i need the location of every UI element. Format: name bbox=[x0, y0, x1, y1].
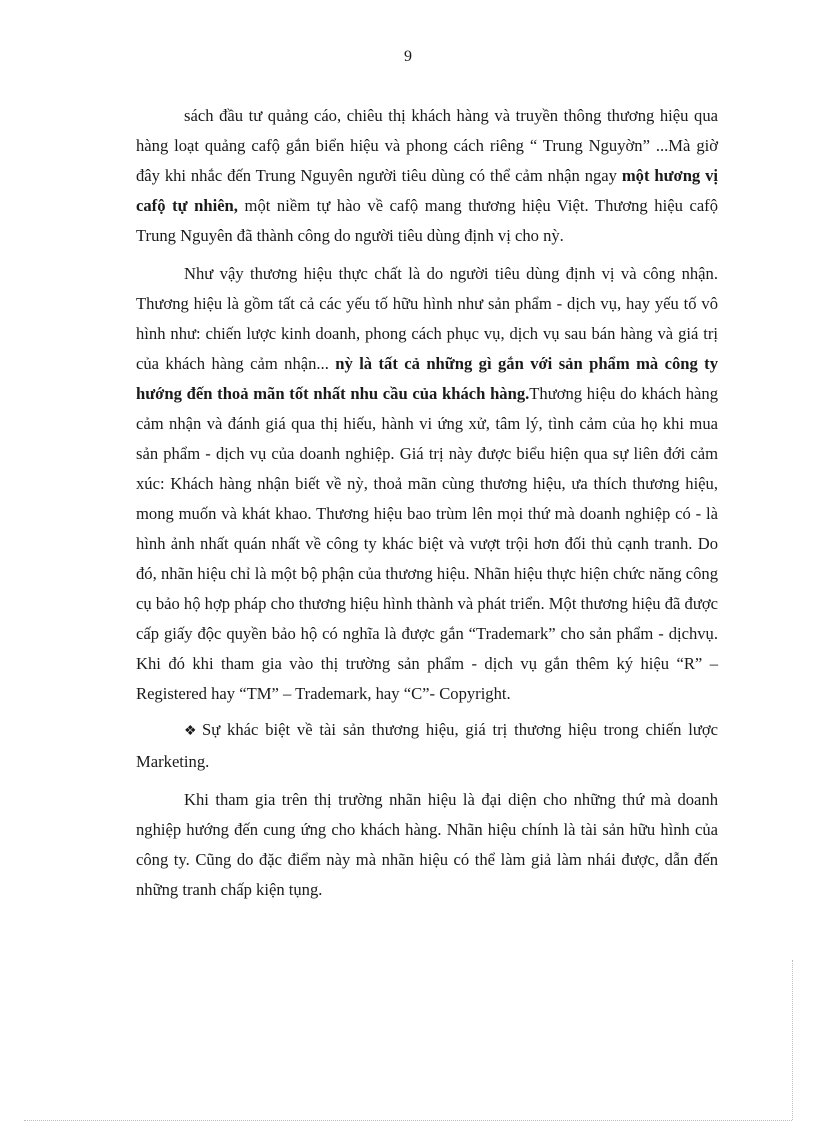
paragraph-2 bbox=[136, 259, 718, 709]
page-border-right bbox=[792, 960, 793, 1120]
paragraph-1-bold: một hương vị cafộ tự nhiên, bbox=[136, 166, 719, 215]
paragraph-2-bold: nỳ là tất cả những gì gắn với sản phẩm mà công ty hướng đến thoả mãn tốt nhất nhu cầu của khách hàng. bbox=[136, 354, 719, 403]
bullet-item bbox=[136, 715, 718, 777]
paragraph-1 bbox=[136, 101, 718, 251]
bullet-text: Sự khác biệt về tài sản thương hiệu, giá trị thương hiệu trong chiến lược Marketing. bbox=[136, 720, 718, 771]
paragraph-1-text-a: sách đầu tư quảng cáo, chiêu thị khách hàng và truyền thông thương hiệu qua hàng loạt quảng cafộ gắn biển hiệu và phong cách riêng “ Trung Nguyờn” ...Mà giờ đây khi nhắc đến Trung Nguyên người tiêu dùng có thể cảm nhận ngay bbox=[136, 106, 718, 185]
page-border-bottom bbox=[24, 1120, 792, 1121]
paragraph-1-text-b: một niềm tự hào về cafộ mang thương hiệu Việt. Thương hiệu cafộ Trung Nguyên đã thành công do người tiêu dùng định vị cho nỳ. bbox=[136, 196, 719, 245]
paragraph-3: Khi tham gia trên thị trường nhãn hiệu là đại diện cho những thứ mà doanh nghiệp hướng đến cung ứng cho khách hàng. Nhãn hiệu chính là tài sản hữu hình của công ty. Cũng do đặc điểm này mà nhãn hiệu có thể làm giả làm nhái được, dẫn đến những tranh chấp kiện tụng. bbox=[136, 790, 718, 899]
page-number: 9 bbox=[404, 48, 412, 65]
diamond-bullet-icon: ❖ bbox=[184, 724, 197, 739]
paragraph-2-text-b: Thương hiệu do khách hàng cảm nhận và đánh giá qua thị hiếu, hành vi ứng xử, tâm lý, tình cảm của họ khi mua sản phẩm - dịch vụ của doanh nghiệp. Giá trị này được biểu hiện qua sự liên đới cảm xúc: Khách hàng nhận biết về nỳ, thoả mãn cùng thương hiệu, ưa thích thương hiệu, mong muốn và khát khao. Thương hiệu bao trùm lên mọi thứ mà doanh nghiệp có - là hình ảnh nhất quán nhất về công ty khác biệt và vượt trội hơn đối thủ cạnh tranh. Do đó, nhãn hiệu chỉ là một bộ phận của thương hiệu. Nhãn hiệu thực hiện chức năng công cụ bảo hộ hợp pháp cho thương hiệu hình thành và phát triển. Một thương hiệu đã được cấp giấy độc quyền bảo hộ có nghĩa là được gắn “Trademark” cho sản phẩm - dịchvụ. Khi đó khi tham gia vào thị trường sản phẩm - dịch vụ gắn thêm ký hiệu “R” – Registered hay “TM” – Trademark, hay “C”- Copyright. bbox=[136, 384, 718, 703]
paragraph-2-text-a: Như vậy thương hiệu thực chất là do người tiêu dùng định vị và công nhận. Thương hiệu là gồm tất cả các yếu tố hữu hình như sản phẩm - dịch vụ, hay yếu tố vô hình như: chiến lược kinh doanh, phong cách phục vụ, dịch vụ sau bán hàng và giá trị của khách hàng cảm nhận... bbox=[136, 264, 718, 373]
document-body bbox=[136, 101, 718, 905]
